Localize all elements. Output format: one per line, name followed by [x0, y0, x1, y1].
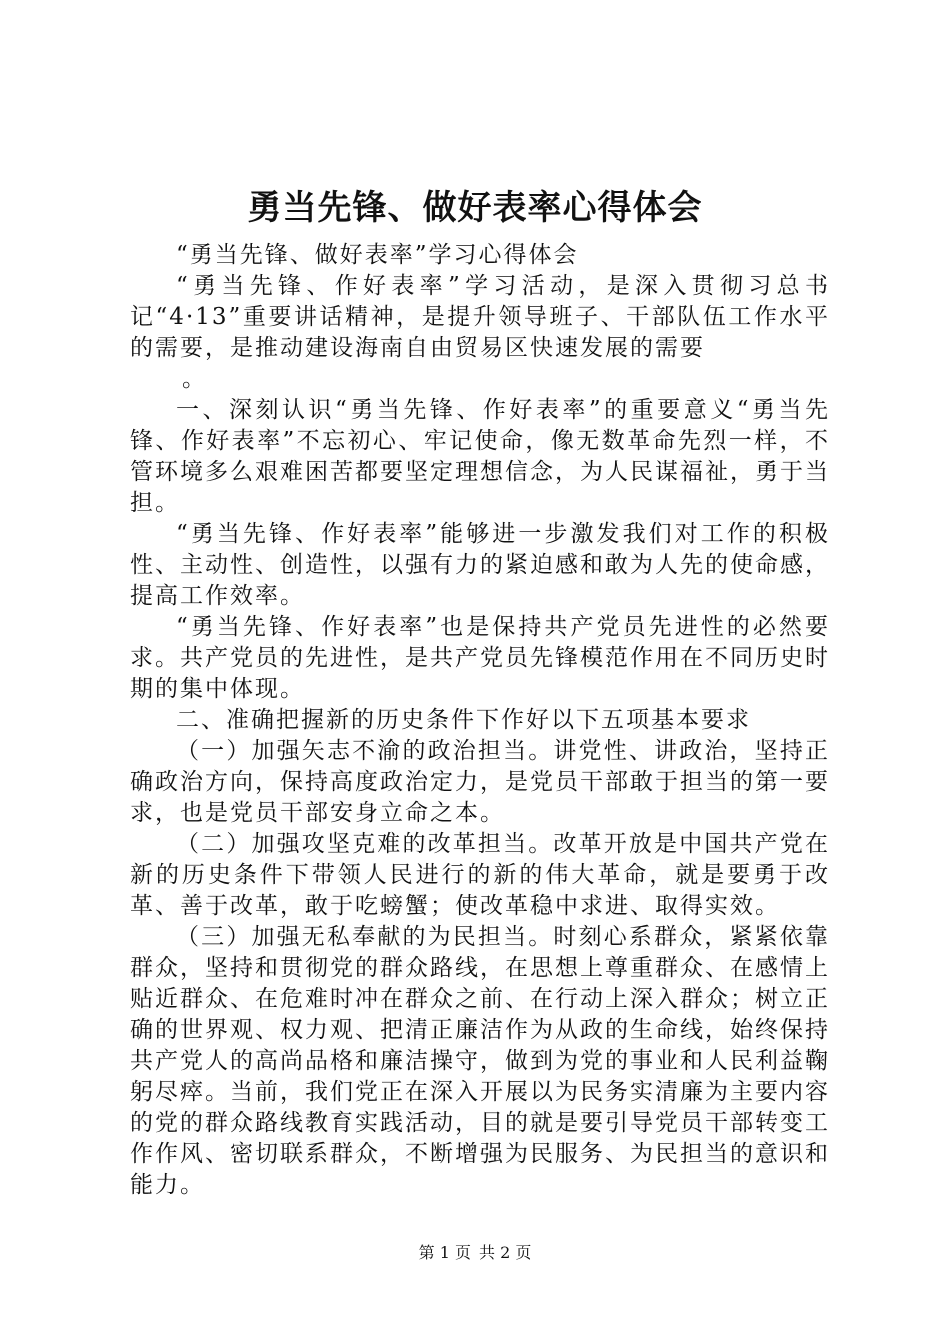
paragraph: （三）加强无私奉献的为民担当。时刻心系群众，紧紧依靠群众，坚持和贯彻党的群众路线，在思想上尊重群众、在感情上贴近群众、在危难时冲在群众之前、在行动上深入群众；树立正确的世界观、权力观、把清正廉洁作为从政的生命线，始终保持共产党人的高尚品格和廉洁操守，做到为党的事业和人民利益鞠躬尽瘁。当前，我们党正在深入开展以为民务实清廉为主要内容的党的群众路线教育实践活动，目的就是要引导党员干部转变工作作风、密切联系群众，不断增强为民服务、为民担当的意识和能力。 — [130, 924, 830, 1198]
paragraph: “勇当先锋、作好表率”也是保持共产党员先进性的必然要求。共产党员的先进性，是共产党员先锋模范作用在不同历史时期的集中体现。 — [130, 614, 830, 702]
document-body — [130, 240, 830, 1201]
paragraph: （二）加强攻坚克难的改革担当。改革开放是中国共产党在新的历史条件下带领人民进行的新的伟大革命，就是要勇于改革、善于改革，敢于吃螃蟹；使改革稳中求进、取得实效。 — [130, 831, 830, 919]
page-footer — [0, 1242, 950, 1264]
section-heading: 二、准确把握新的历史条件下作好以下五项基本要求 — [176, 707, 751, 733]
page-number-current: 第 1 页 — [418, 1243, 471, 1262]
paragraph-stray-period: 。 — [182, 366, 207, 392]
page-number-total: 共 2 页 — [479, 1243, 532, 1262]
paragraph: “勇当先锋、作好表率”学习活动，是深入贯彻习总书记“4·13”重要讲话精神，是提升领导班子、干部队伍工作水平的需要，是推动建设海南自由贸易区快速发展的需要 — [130, 273, 830, 361]
document-title: 勇当先锋、做好表率心得体会 — [247, 188, 703, 228]
paragraph: （一）加强矢志不渝的政治担当。讲党性、讲政治，坚持正确政治方向，保持高度政治定力，是党员干部敢于担当的第一要求，也是党员干部安身立命之本。 — [130, 738, 830, 826]
paragraph-subtitle: “勇当先锋、做好表率”学习心得体会 — [176, 242, 579, 268]
paragraph: 一、深刻认识“勇当先锋、作好表率”的重要意义“勇当先锋、作好表率”不忘初心、牢记使命，像无数革命先烈一样，不管环境多么艰难困苦都要坚定理想信念，为人民谋福祉，勇于当担。 — [130, 397, 830, 516]
paragraph: “勇当先锋、作好表率”能够进一步激发我们对工作的积极性、主动性、创造性，以强有力的紧迫感和敢为人先的使命感，提高工作效率。 — [130, 521, 830, 609]
